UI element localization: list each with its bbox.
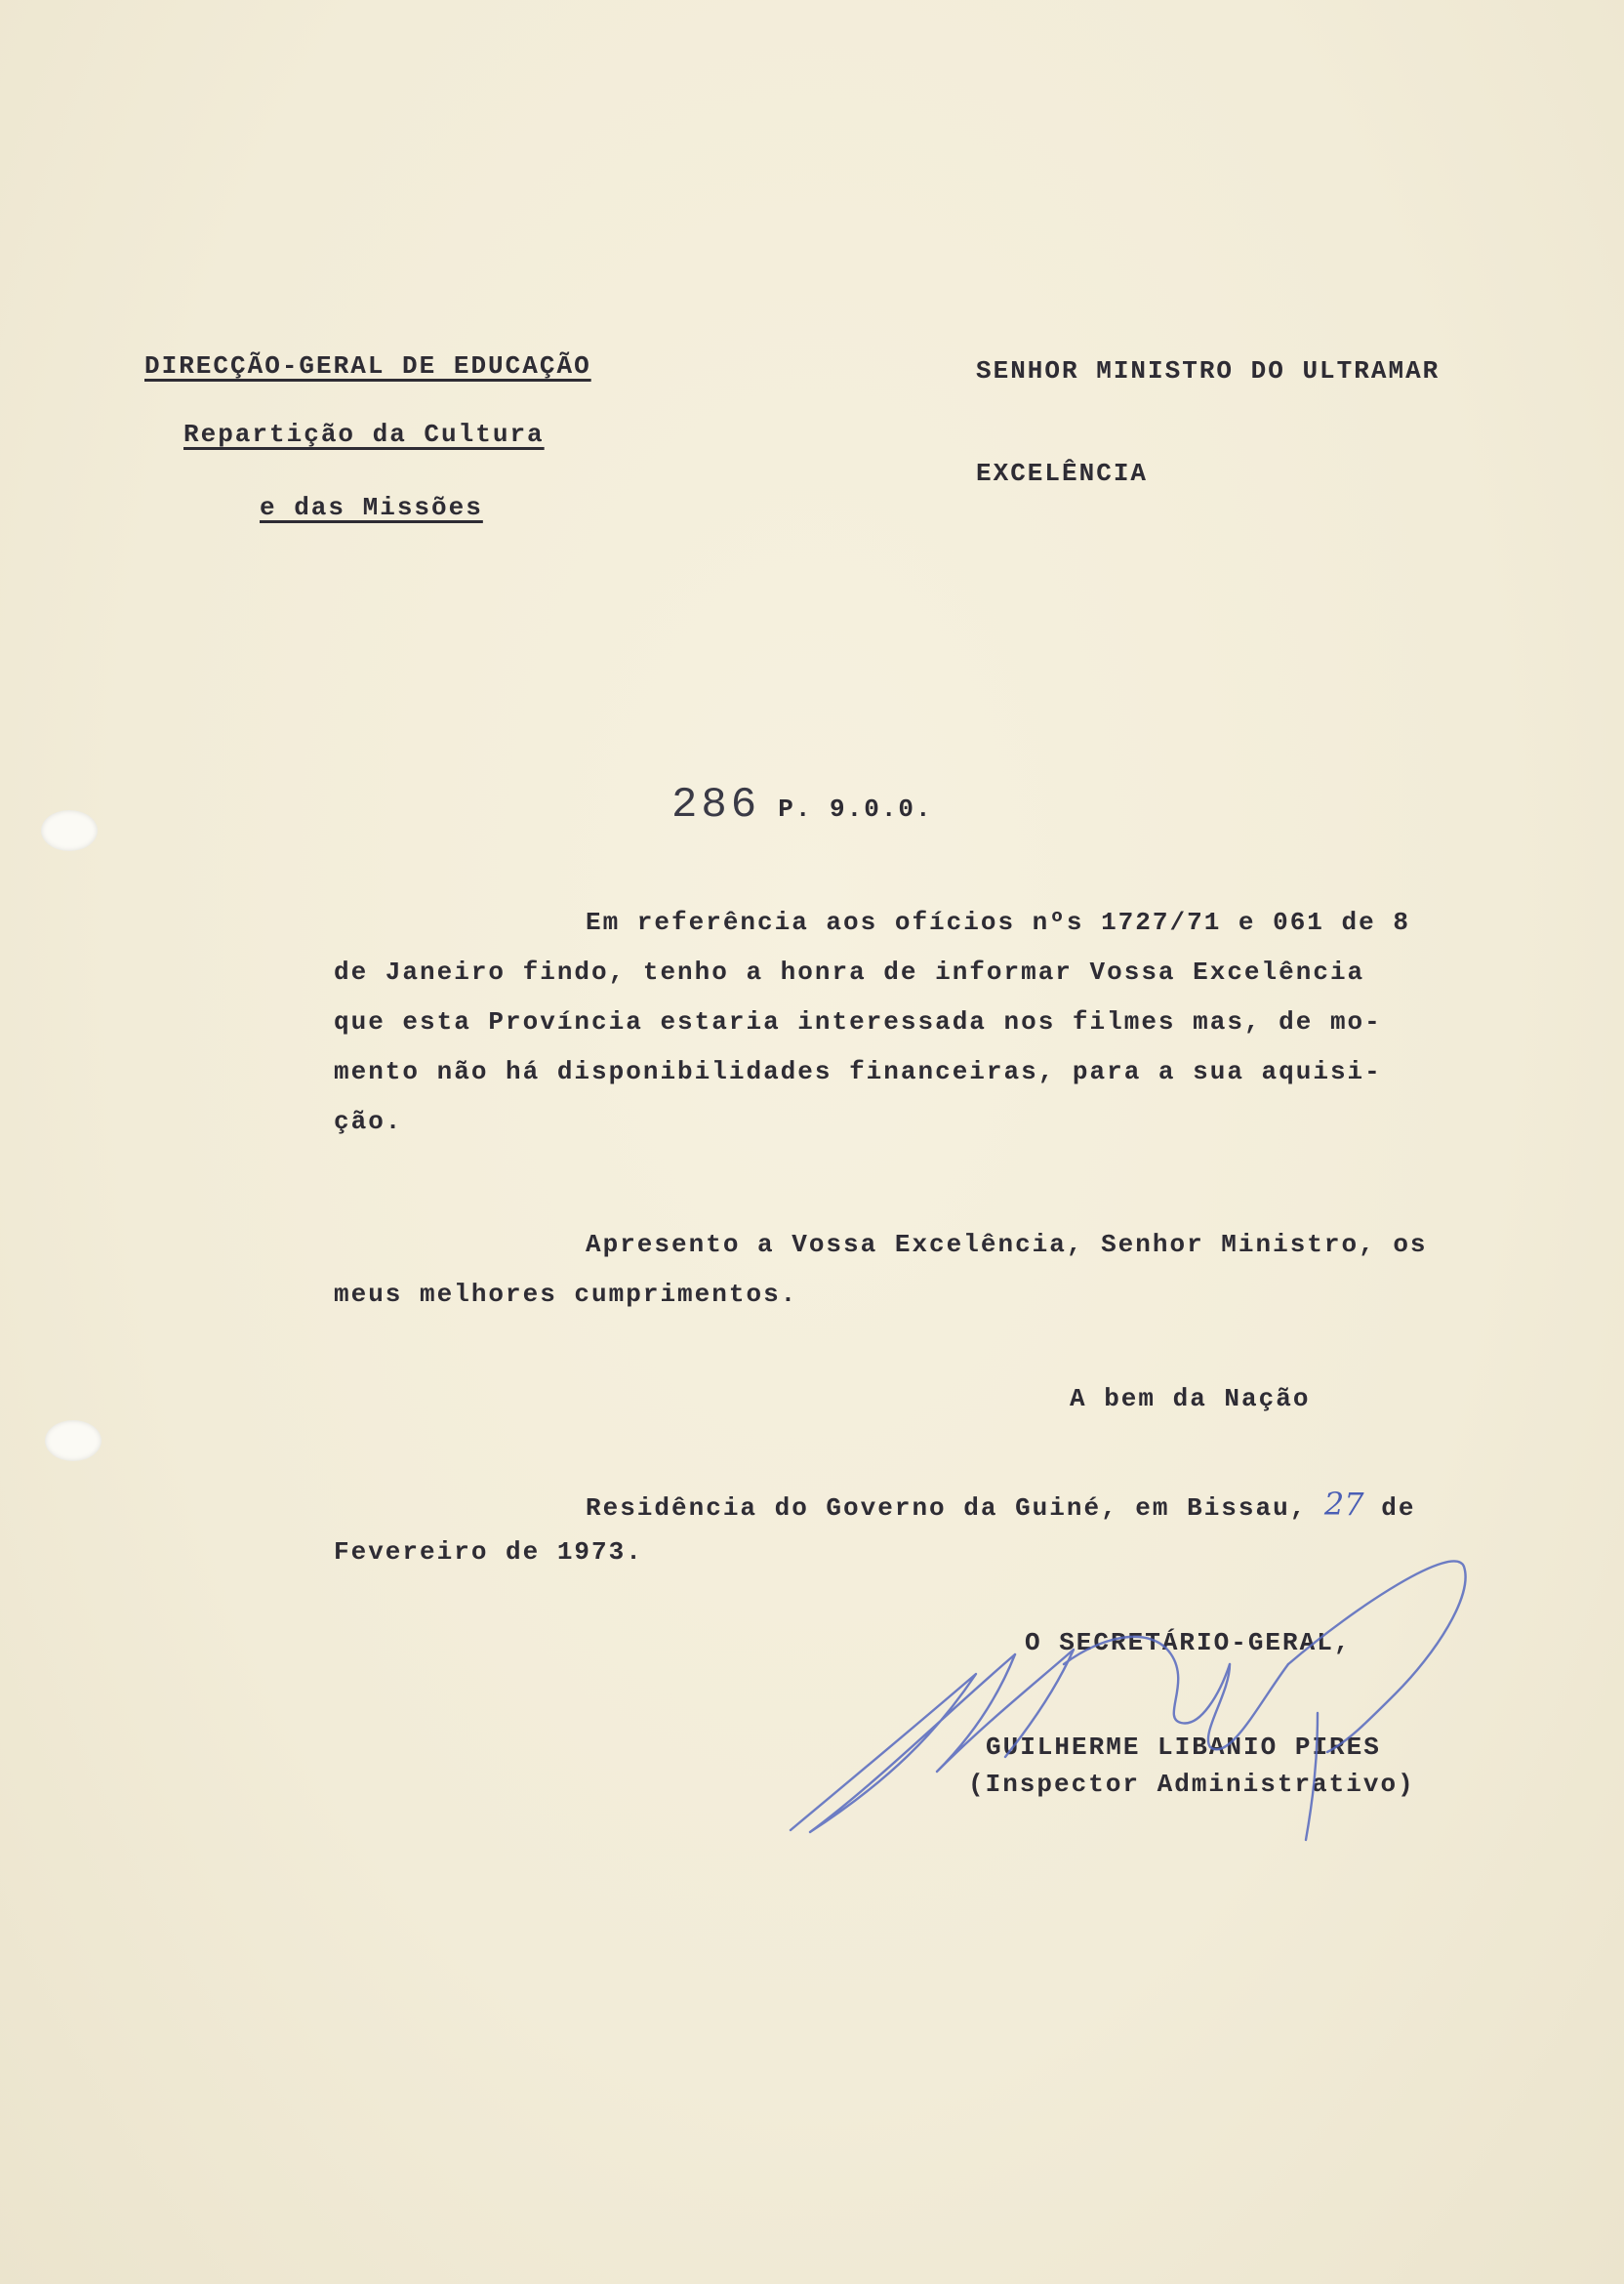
handwritten-day: 27 [1323,1486,1364,1523]
reference-number: 286 [671,781,761,830]
paragraph-1-line: Em referência aos ofícios nºs 1727/71 e 061 de 8 [586,908,1410,937]
handwritten-signature [771,1547,1493,1859]
section-heading-line1: Repartição da Cultura [183,420,545,449]
reference-line [671,781,933,830]
signatory-name: GUILHERME LIBANIO PIRES [986,1733,1381,1762]
body-paragraph-2 [334,1220,1428,1320]
signatory-position: (Inspector Administrativo) [968,1770,1415,1799]
department-heading: DIRECÇÃO-GERAL DE EDUCAÇÃO [144,351,591,381]
paragraph-1-line: ção. [334,1107,403,1136]
body-paragraph-1 [334,898,1410,1147]
paragraph-1-line: que esta Província estaria interessada nos filmes mas, de mo- [334,1007,1382,1037]
closing-motto: A bem da Nação [1070,1384,1311,1413]
reference-code: P. 9.0.0. [778,795,933,824]
place-suffix: de [1381,1493,1416,1523]
place-prefix: Residência do Governo da Guiné, em Bissau, [586,1493,1308,1523]
place-date-line2: Fevereiro de 1973. [334,1537,643,1567]
punch-hole-bottom [45,1420,102,1461]
paragraph-1-line: de Janeiro findo, tenho a honra de informar Vossa Excelência [334,958,1365,987]
paragraph-1-line: mento não há disponibilidades financeiras, para a sua aquisi- [334,1057,1382,1086]
punch-hole-top [41,810,98,851]
paragraph-2-line: Apresento a Vossa Excelência, Senhor Ministro, os [586,1230,1428,1259]
section-heading-line2: e das Missões [260,493,483,522]
signatory-role: O SECRETÁRIO-GERAL, [1025,1628,1352,1657]
addressee-title: SENHOR MINISTRO DO ULTRAMAR [976,356,1441,386]
place-date-line1 [586,1486,1415,1523]
addressee-salutation: EXCELÊNCIA [976,459,1149,488]
paragraph-2-line: meus melhores cumprimentos. [334,1280,798,1309]
